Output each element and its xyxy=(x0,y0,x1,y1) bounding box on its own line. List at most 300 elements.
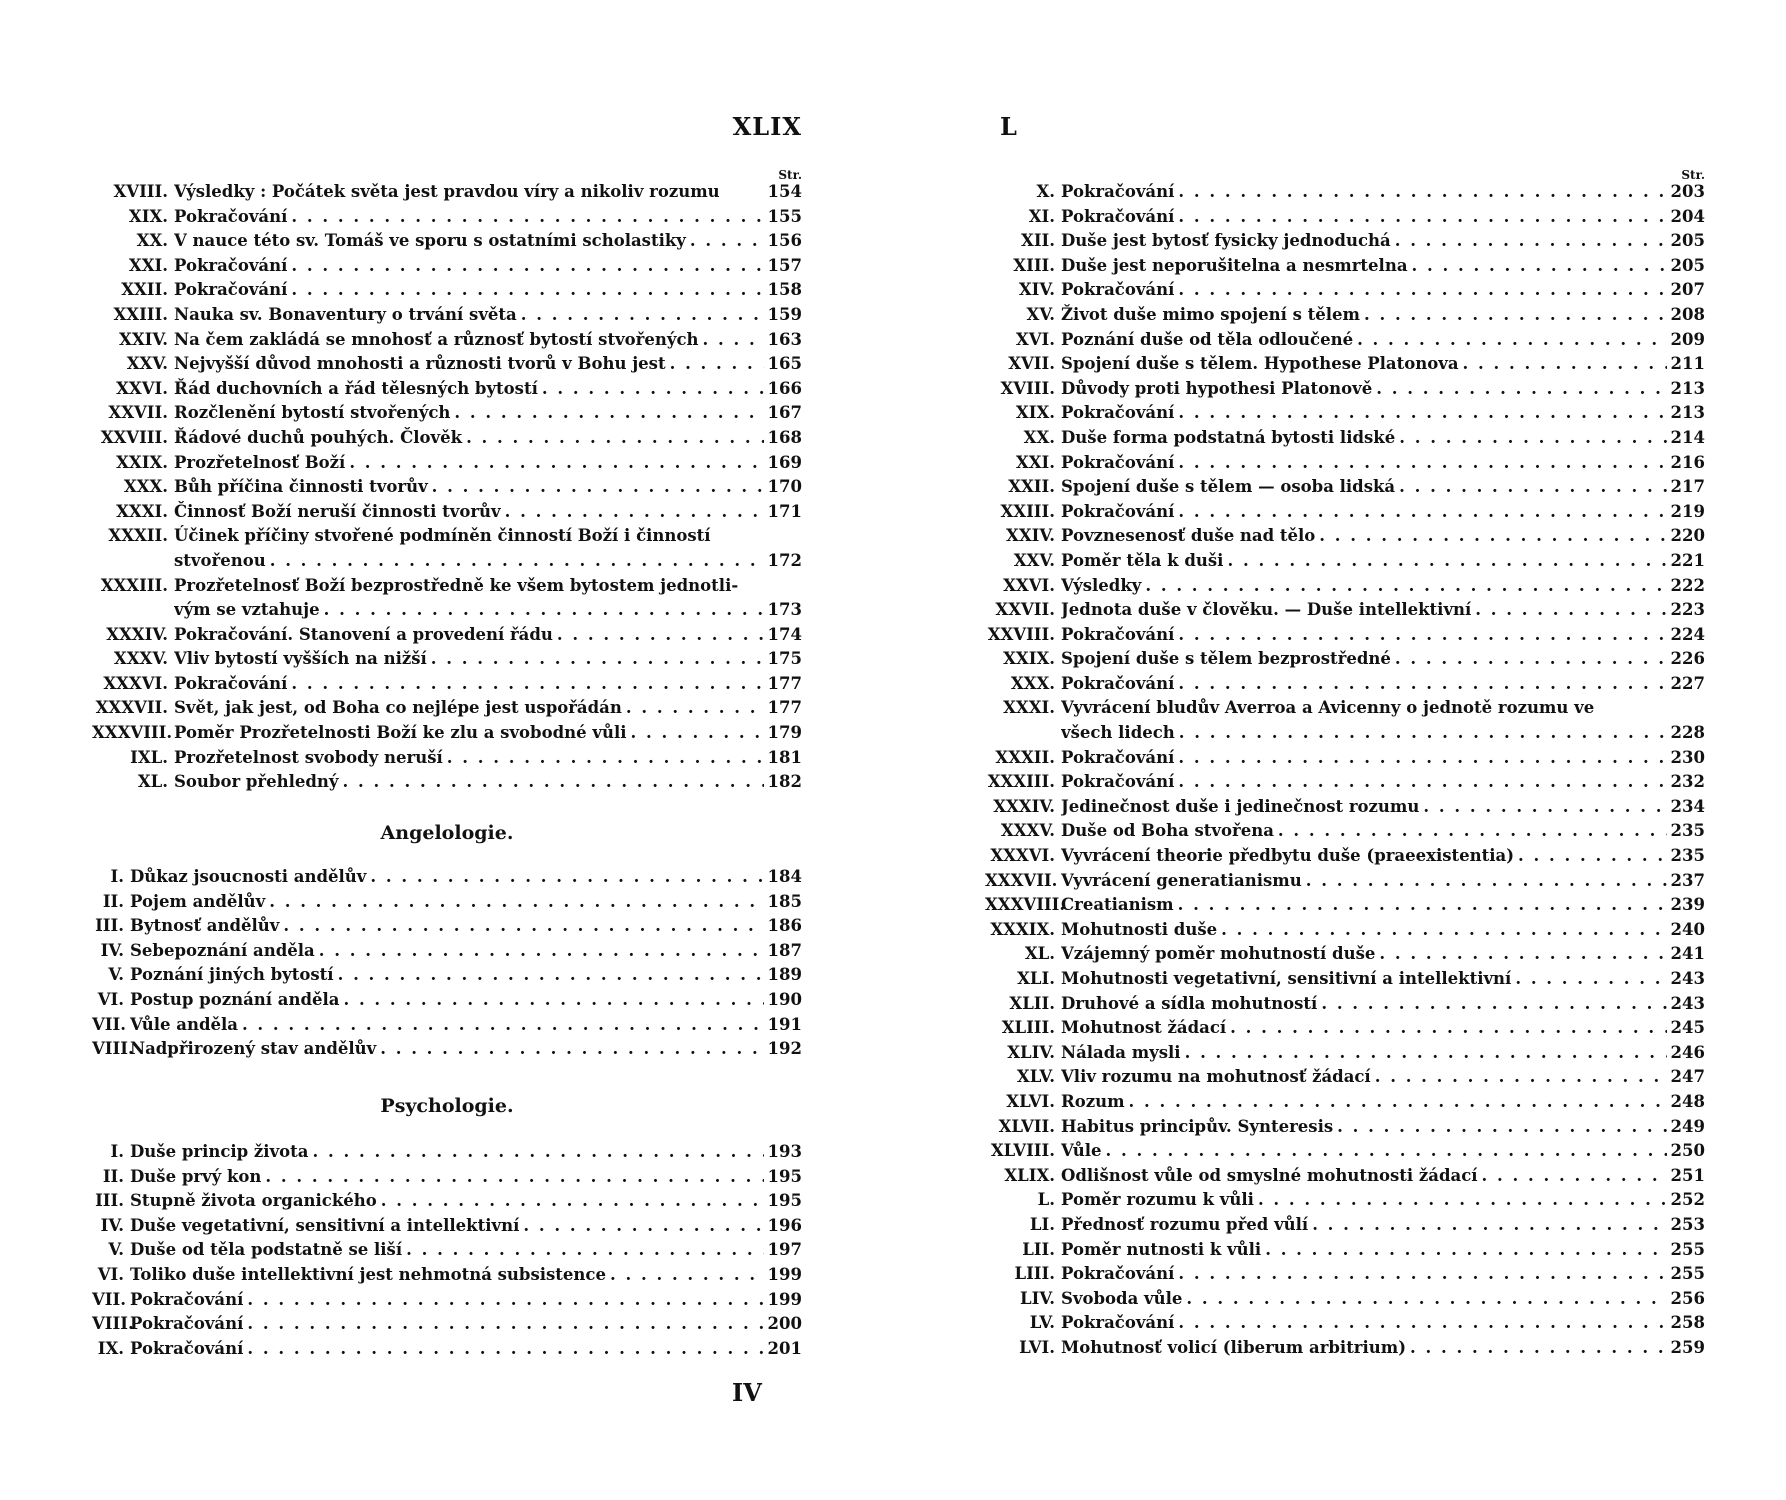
chapter-number: XXI. xyxy=(128,255,168,275)
leader-dots xyxy=(523,1214,763,1239)
leader-dots xyxy=(312,1140,763,1165)
page-ref: 193 xyxy=(767,1142,802,1161)
chapter-title-continuation: stvořenou xyxy=(174,550,266,570)
chapter-title: Poměr Prozřetelnosti Boží ke zlu a svobodné vůli xyxy=(174,723,627,743)
leader-dots xyxy=(270,549,764,574)
chapter-title: Vůle xyxy=(1061,1141,1102,1161)
chapter-number: XX. xyxy=(136,231,168,251)
leader-dots xyxy=(1178,1311,1666,1336)
chapter-number: XLIII. xyxy=(1001,1018,1055,1038)
leader-dots xyxy=(1399,426,1666,451)
chapter-title: Duše princip života xyxy=(130,1142,309,1161)
page-ref: 243 xyxy=(1670,969,1705,988)
toc-entry xyxy=(92,647,802,672)
toc-entry xyxy=(985,205,1705,230)
section-heading-angelologie: Angelologie. xyxy=(380,822,514,844)
chapter-title: Svoboda vůle xyxy=(1061,1288,1183,1308)
chapter-title: Pokračování xyxy=(1061,452,1175,472)
toc-entry xyxy=(92,1140,802,1165)
page-ref: 249 xyxy=(1670,1116,1705,1136)
leader-dots xyxy=(1321,992,1666,1017)
page-ref: 195 xyxy=(767,1166,802,1186)
leader-dots xyxy=(1178,672,1666,697)
page-ref: 159 xyxy=(767,304,802,324)
leader-dots xyxy=(283,914,763,939)
toc-entry xyxy=(985,328,1705,353)
toc-entry xyxy=(985,574,1705,599)
chapter-number: XIX. xyxy=(128,206,168,226)
str-label: Str. xyxy=(778,168,802,182)
toc-entry xyxy=(92,939,802,964)
chapter-title: Rozčlenění bytostí stvořených xyxy=(174,403,451,423)
toc-entry xyxy=(92,574,802,623)
toc-entry xyxy=(985,696,1705,745)
chapter-title: Mohutnosť volicí (liberum arbitrium) xyxy=(1061,1337,1407,1357)
chapter-number: IXL. xyxy=(130,747,168,767)
leader-dots xyxy=(1227,549,1666,574)
page-ref: 255 xyxy=(1670,1239,1705,1259)
chapter-title-continuation: všech lidech xyxy=(1061,723,1175,743)
leader-dots xyxy=(1395,229,1667,254)
leader-dots xyxy=(1399,475,1666,500)
page-number: L xyxy=(1000,112,1018,141)
leader-dots xyxy=(1379,942,1666,967)
chapter-title: Vůle anděla xyxy=(130,1014,238,1034)
chapter-number: X. xyxy=(1036,182,1055,201)
page-ref: 158 xyxy=(767,280,802,300)
chapter-number: XXXVI. xyxy=(103,673,168,693)
toc-entry xyxy=(985,254,1705,279)
signature-mark: IV xyxy=(732,1378,762,1407)
page-ref: 157 xyxy=(767,255,802,275)
page-ref: 213 xyxy=(1670,403,1705,423)
chapter-title: Důvody proti hypothesi Platonově xyxy=(1061,378,1373,398)
toc-entry xyxy=(92,890,802,915)
chapter-number: XXXV. xyxy=(1000,821,1055,841)
leader-dots xyxy=(1258,1188,1667,1213)
page-ref: 189 xyxy=(767,965,802,985)
chapter-number: XL. xyxy=(1024,944,1055,964)
chapter-title: Vyvrácení generatianismu xyxy=(1061,870,1302,890)
page-ref: 171 xyxy=(767,501,802,521)
leader-dots xyxy=(291,205,763,230)
page-ref: 208 xyxy=(1670,304,1705,324)
toc-entry xyxy=(92,623,802,648)
chapter-number: XXXI. xyxy=(116,501,168,521)
chapter-number: XXXII. xyxy=(108,526,168,546)
toc-entry xyxy=(985,795,1705,820)
chapter-title: V nauce této sv. Tomáš ve sporu s ostatními scholastiky xyxy=(174,231,686,251)
page-ref: 248 xyxy=(1670,1091,1705,1111)
toc-entry xyxy=(985,1336,1705,1361)
chapter-number: XXXVII. xyxy=(985,870,1058,890)
chapter-title: Poměr rozumu k vůli xyxy=(1061,1190,1254,1210)
toc-entry xyxy=(92,426,802,451)
chapter-title: Duše od těla podstatně se liší xyxy=(130,1240,403,1260)
leader-dots xyxy=(291,254,763,279)
toc-entry xyxy=(985,1041,1705,1066)
chapter-number: LVI. xyxy=(1019,1337,1055,1357)
page-ref: 232 xyxy=(1670,772,1705,792)
page-ref: 174 xyxy=(767,624,802,644)
chapter-number: V. xyxy=(108,1240,124,1260)
toc-entry xyxy=(985,770,1705,795)
chapter-number: XXVII. xyxy=(995,600,1055,620)
page-ref: 256 xyxy=(1670,1288,1705,1308)
leader-dots xyxy=(1186,1287,1666,1312)
leader-dots xyxy=(247,1337,763,1362)
chapter-number: XLIV. xyxy=(1007,1042,1055,1062)
chapter-number: XLIX. xyxy=(1004,1165,1055,1185)
chapter-title: Odlišnost vůle od smyslné mohutnosti žádací xyxy=(1061,1165,1478,1185)
page-ref: 250 xyxy=(1670,1141,1705,1161)
chapter-number: XXVI. xyxy=(1003,575,1055,595)
leader-dots xyxy=(1312,1213,1666,1238)
page-ref: 253 xyxy=(1670,1214,1705,1234)
chapter-number: XXXIX. xyxy=(990,919,1055,939)
leader-dots xyxy=(431,647,764,672)
chapter-number: LI. xyxy=(1029,1214,1055,1234)
toc-entry xyxy=(985,992,1705,1017)
page-ref: 199 xyxy=(767,1264,802,1284)
chapter-number: XV. xyxy=(1026,304,1055,324)
leader-dots xyxy=(1357,328,1666,353)
left-page xyxy=(92,0,802,1500)
chapter-title: Rozum xyxy=(1061,1091,1125,1111)
toc-entry xyxy=(985,549,1705,574)
chapter-title: Vyvrácení bludův Averroa a Avicenny o jednotě rozumu ve xyxy=(1061,698,1595,718)
chapter-title: Poznání jiných bytostí xyxy=(130,965,334,985)
toc-entry xyxy=(92,963,802,988)
leader-dots xyxy=(703,328,764,353)
leader-dots xyxy=(1412,254,1667,279)
page-ref: 169 xyxy=(767,452,802,472)
chapter-number: XIX. xyxy=(1015,403,1055,423)
chapter-number: VII. xyxy=(92,1289,126,1309)
toc-entry xyxy=(985,893,1705,918)
page-ref: 173 xyxy=(767,600,802,620)
str-label: Str. xyxy=(1681,168,1705,182)
page-ref: 192 xyxy=(767,1039,802,1059)
chapter-title: Toliko duše intellektivní jest nehmotná subsistence xyxy=(130,1264,606,1284)
page-ref: 217 xyxy=(1670,477,1705,497)
leader-dots xyxy=(343,988,763,1013)
chapter-number: LV. xyxy=(1029,1313,1055,1333)
chapter-number: LII. xyxy=(1022,1239,1055,1259)
leader-dots xyxy=(343,770,764,795)
leader-dots xyxy=(265,1165,763,1190)
page-ref: 195 xyxy=(767,1191,802,1211)
leader-dots xyxy=(1178,500,1666,525)
leader-dots xyxy=(1463,352,1667,377)
leader-dots xyxy=(1179,721,1667,746)
leader-dots xyxy=(1178,770,1666,795)
toc-list-angelologie xyxy=(92,865,802,1062)
page-ref: 259 xyxy=(1670,1337,1705,1357)
page-ref: 251 xyxy=(1670,1165,1705,1185)
chapter-number: XXXIV. xyxy=(993,796,1055,816)
page-ref: 207 xyxy=(1670,280,1705,300)
chapter-number: XXXII. xyxy=(995,747,1055,767)
chapter-number: XI. xyxy=(1028,206,1055,226)
toc-entry xyxy=(92,672,802,697)
leader-dots xyxy=(1178,746,1666,771)
page-ref: 211 xyxy=(1670,354,1705,374)
toc-entry xyxy=(92,229,802,254)
chapter-title: Nadpřirozený stav andělův xyxy=(130,1039,377,1059)
toc-entry xyxy=(985,1164,1705,1189)
chapter-title: Pokračování xyxy=(1061,182,1175,201)
page-ref: 255 xyxy=(1670,1264,1705,1284)
chapter-title: Výsledky : Počátek světa jest pravdou víry a nikoliv rozumu xyxy=(174,182,720,201)
chapter-number: XXXI. xyxy=(1003,698,1055,718)
page-ref: 243 xyxy=(1670,993,1705,1013)
leader-dots xyxy=(1178,278,1666,303)
toc-entry xyxy=(985,647,1705,672)
chapter-number: XLI. xyxy=(1017,969,1055,988)
toc-entry xyxy=(92,401,802,426)
page-ref: 213 xyxy=(1670,378,1705,398)
page-ref: 234 xyxy=(1670,796,1705,816)
chapter-title: Poměr nutnosti k vůli xyxy=(1061,1239,1262,1259)
page-ref: 201 xyxy=(767,1338,802,1358)
chapter-title: Pokračování xyxy=(130,1289,244,1309)
leader-dots xyxy=(349,451,763,476)
toc-entry xyxy=(92,1263,802,1288)
leader-dots xyxy=(1178,1262,1666,1287)
chapter-title: Důkaz jsoucnosti andělův xyxy=(130,867,367,886)
page-ref: 205 xyxy=(1670,231,1705,251)
chapter-title-continuation: vým se vztahuje xyxy=(174,600,320,620)
chapter-number: IV. xyxy=(100,940,124,960)
page-ref: 187 xyxy=(767,940,802,960)
leader-dots xyxy=(1178,623,1666,648)
page-ref: 252 xyxy=(1670,1190,1705,1210)
toc-entry xyxy=(92,475,802,500)
leader-dots xyxy=(1375,1065,1667,1090)
chapter-number: XXXVIII. xyxy=(985,895,1066,915)
chapter-title: Pojem andělův xyxy=(130,891,266,911)
leader-dots xyxy=(1106,1139,1667,1164)
page-ref: 203 xyxy=(1670,182,1705,201)
page-ref: 205 xyxy=(1670,255,1705,275)
page-ref: 224 xyxy=(1670,624,1705,644)
toc-entry xyxy=(92,205,802,230)
toc-entry xyxy=(985,180,1705,205)
chapter-title: Pokračování xyxy=(174,280,288,300)
chapter-number: XXIX. xyxy=(1003,649,1055,669)
chapter-number: XX. xyxy=(1023,427,1055,447)
page-ref: 239 xyxy=(1670,895,1705,915)
chapter-number: XXIV. xyxy=(119,329,168,349)
chapter-title: Jedinečnost duše i jedinečnost rozumu xyxy=(1061,796,1420,816)
chapter-number: XXXVII. xyxy=(95,698,168,718)
chapter-number: XXIX. xyxy=(116,452,168,472)
chapter-title: Druhové a sídla mohutností xyxy=(1061,993,1318,1013)
chapter-number: XLII. xyxy=(1009,993,1055,1013)
chapter-title: Pokračování xyxy=(1061,1264,1175,1284)
chapter-title: Pokračování xyxy=(1061,206,1175,226)
chapter-title: Duše jest neporušitelna a nesmrtelna xyxy=(1061,255,1408,275)
toc-entry xyxy=(985,377,1705,402)
chapter-number: IV. xyxy=(100,1215,124,1235)
page-ref: 227 xyxy=(1670,673,1705,693)
chapter-number: I. xyxy=(110,867,124,886)
chapter-number: IX. xyxy=(97,1338,124,1358)
leader-dots xyxy=(557,623,764,648)
chapter-title: Pokračování xyxy=(130,1314,244,1334)
chapter-title: Pokračování xyxy=(174,673,288,693)
toc-entry xyxy=(985,1262,1705,1287)
chapter-number: XIV. xyxy=(1018,280,1055,300)
toc-entry xyxy=(985,918,1705,943)
leader-dots xyxy=(1518,844,1667,869)
toc-entry xyxy=(92,1238,802,1263)
leader-dots xyxy=(1185,1041,1667,1066)
chapter-number: XII. xyxy=(1021,231,1055,251)
chapter-title: Prozřetelnosť Boží bezprostředně ke všem bytostem jednotli- xyxy=(174,575,739,595)
toc-entry xyxy=(985,278,1705,303)
toc-entry xyxy=(92,524,802,573)
chapter-number: XXXVI. xyxy=(990,846,1055,866)
page-ref: 197 xyxy=(767,1240,802,1260)
toc-entry xyxy=(92,1189,802,1214)
chapter-title: Spojení duše s tělem — osoba lidská xyxy=(1061,477,1396,497)
toc-entry xyxy=(985,475,1705,500)
leader-dots xyxy=(1230,1016,1666,1041)
chapter-title: Vliv rozumu na mohutnosť žádací xyxy=(1061,1067,1371,1087)
toc-entry xyxy=(92,352,802,377)
page-ref: 226 xyxy=(1670,649,1705,669)
chapter-number: XXX. xyxy=(123,477,168,497)
chapter-title: Bůh příčina činnosti tvorův xyxy=(174,477,428,497)
chapter-title: Pokračování xyxy=(174,206,288,226)
page-ref: 235 xyxy=(1670,821,1705,841)
page-ref: 216 xyxy=(1670,452,1705,472)
right-page xyxy=(985,0,1705,1500)
chapter-number: XL. xyxy=(137,772,168,792)
toc-entry xyxy=(92,254,802,279)
chapter-number: XXI. xyxy=(1015,452,1055,472)
page-ref: 199 xyxy=(767,1289,802,1309)
page-ref: 175 xyxy=(767,649,802,669)
toc-entry xyxy=(92,865,802,890)
page-ref: 230 xyxy=(1670,747,1705,767)
toc-entry xyxy=(985,1311,1705,1336)
toc-entry xyxy=(985,1139,1705,1164)
page-number: XLIX xyxy=(732,112,802,141)
chapter-title: Přednosť rozumu před vůlí xyxy=(1061,1214,1309,1234)
chapter-title: Duše forma podstatná bytosti lidské xyxy=(1061,427,1396,447)
chapter-number: XLV. xyxy=(1016,1067,1055,1087)
toc-entry xyxy=(985,426,1705,451)
chapter-title: Spojení duše s tělem bezprostředné xyxy=(1061,649,1391,669)
chapter-title: Mohutnost žádací xyxy=(1061,1018,1227,1038)
leader-dots xyxy=(1129,1090,1667,1115)
leader-dots xyxy=(1337,1115,1666,1140)
leader-dots xyxy=(1319,524,1666,549)
chapter-number: XXVIII. xyxy=(987,624,1055,644)
chapter-number: VII. xyxy=(92,1014,126,1034)
toc-entry xyxy=(92,1037,802,1062)
chapter-title: Účinek příčiny stvořené podmíněn činností Boží i činností xyxy=(174,526,711,546)
chapter-title: Sebepoznání anděla xyxy=(130,940,315,960)
leader-dots xyxy=(1265,1238,1666,1263)
toc-list xyxy=(92,180,802,795)
page-ref: 246 xyxy=(1670,1042,1705,1062)
toc-entry xyxy=(92,1013,802,1038)
toc-entry xyxy=(985,967,1705,992)
page-ref: 221 xyxy=(1670,550,1705,570)
chapter-title: Nálada mysli xyxy=(1061,1042,1181,1062)
leader-dots xyxy=(324,598,764,623)
page-ref: 223 xyxy=(1670,600,1705,620)
page-ref: 240 xyxy=(1670,919,1705,939)
leader-dots xyxy=(1221,918,1666,943)
chapter-number: III. xyxy=(95,916,124,936)
chapter-number: LIV. xyxy=(1020,1288,1055,1308)
toc-entry xyxy=(985,1016,1705,1041)
chapter-number: L. xyxy=(1037,1190,1055,1210)
chapter-number: XXII. xyxy=(1008,477,1055,497)
leader-dots xyxy=(269,890,763,915)
chapter-title: Vliv bytostí vyšších na nižší xyxy=(174,649,427,669)
chapter-title: Prozřetelnost svobody neruší xyxy=(174,747,443,767)
chapter-number: I. xyxy=(110,1142,124,1161)
page-ref: 228 xyxy=(1670,723,1705,743)
chapter-title: Nejvyšší důvod mnohosti a různosti tvorů v Bohu jest xyxy=(174,354,666,374)
leader-dots xyxy=(406,1238,763,1263)
chapter-title: Poznání duše od těla odloučené xyxy=(1061,329,1354,349)
chapter-title: Poměr těla k duši xyxy=(1061,550,1224,570)
leader-dots xyxy=(1178,893,1667,918)
leader-dots xyxy=(1145,574,1666,599)
leader-dots xyxy=(432,475,764,500)
chapter-title: Řád duchovních a řád tělesných bytostí xyxy=(174,378,538,398)
toc-entry xyxy=(985,819,1705,844)
toc-entry xyxy=(92,278,802,303)
leader-dots xyxy=(319,939,764,964)
page-ref: 177 xyxy=(767,673,802,693)
chapter-number: XLVI. xyxy=(1006,1091,1055,1111)
chapter-number: XLVIII. xyxy=(990,1141,1055,1161)
chapter-title: Bytnosť andělův xyxy=(130,916,280,936)
page-ref: 154 xyxy=(767,182,802,201)
page-ref: 179 xyxy=(767,723,802,743)
toc-entry xyxy=(92,721,802,746)
toc-entry xyxy=(985,869,1705,894)
leader-dots xyxy=(521,303,764,328)
toc-entry xyxy=(92,303,802,328)
page-ref: 190 xyxy=(767,989,802,1009)
leader-dots xyxy=(242,1013,764,1038)
leader-dots xyxy=(1178,451,1666,476)
leader-dots xyxy=(291,278,763,303)
chapter-number: XVI. xyxy=(1015,329,1055,349)
chapter-title: Mohutnosti duše xyxy=(1061,919,1218,939)
leader-dots xyxy=(370,865,763,890)
toc-entry xyxy=(92,1288,802,1313)
chapter-title: Činnosť Boží neruší činnosti tvorův xyxy=(174,501,501,521)
chapter-title: Duše jest bytosť fysicky jednoduchá xyxy=(1061,231,1391,251)
chapter-title: Vyvrácení theorie předbytu duše (praeexistentia) xyxy=(1061,846,1515,866)
page-ref: 191 xyxy=(767,1014,802,1034)
chapter-number: VIII. xyxy=(92,1039,134,1059)
toc-entry xyxy=(985,1238,1705,1263)
chapter-number: XXXV. xyxy=(113,649,168,669)
chapter-number: XVIII. xyxy=(113,182,168,201)
toc-list-psychologie xyxy=(92,1140,802,1361)
